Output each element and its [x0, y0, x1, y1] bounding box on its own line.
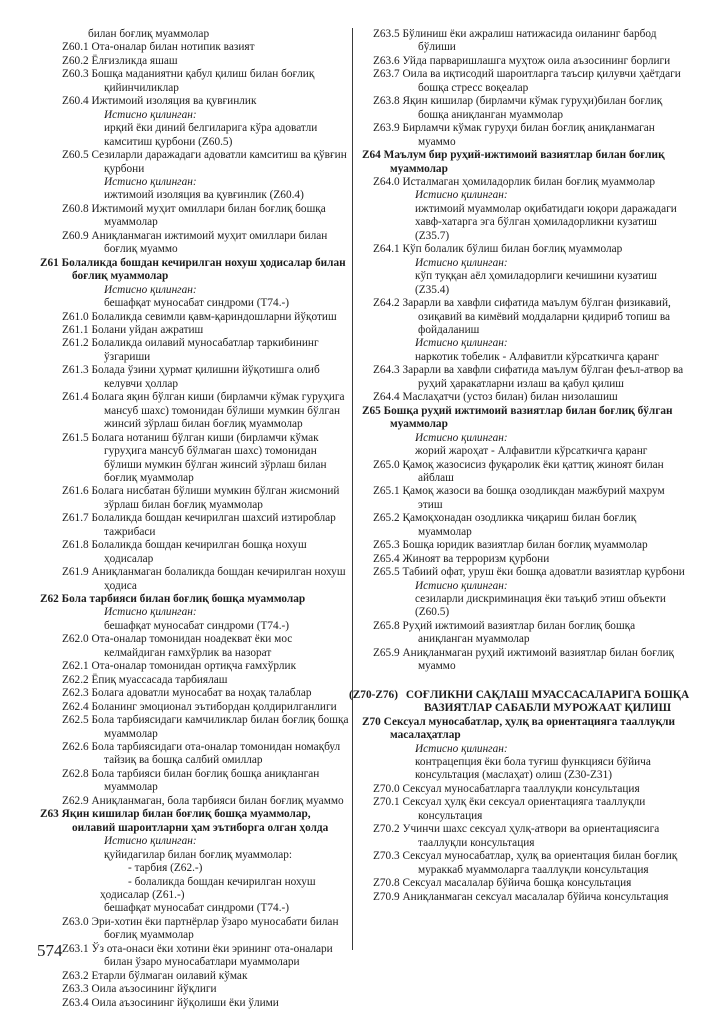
exclusion-note: ижтимоий изоляция ва қувғинлик (Z60.4) — [104, 189, 304, 202]
entry-code: Z63.0 — [62, 915, 89, 928]
entry-code: Z61.7 — [62, 512, 89, 525]
exclusion-label: Истисно қилинган: — [104, 108, 197, 121]
exclusion-note: наркотик тобелик - Алфавитли кўрсаткичга қаранг — [415, 350, 659, 363]
entry-text: Ота-оналар томонидан ортиқча ғамхўрлик — [91, 660, 297, 673]
entry-code: Z60.8 — [62, 202, 89, 215]
entry-code: Z62.5 — [62, 714, 89, 727]
entry-text: Ёлғизликда яшаш — [91, 54, 178, 67]
entry-code: Z60.5 — [62, 149, 89, 162]
code-entry — [40, 741, 351, 768]
entry-text: Сезиларли даражадаги адоватли камситиш ва қўвғин қурбони — [91, 149, 347, 175]
entry-code: Z63.7 — [373, 68, 400, 81]
code-entry — [362, 823, 692, 850]
code-entry — [40, 660, 351, 673]
exclusion-note: жорий жароҳат - Алфавитли кўрсаткичга қаранг — [415, 445, 648, 458]
entry-code: Z63.1 — [62, 942, 89, 955]
entry-code: Z62.3 — [62, 687, 89, 700]
exclusion-label: Истисно қилинган: — [415, 189, 508, 202]
entry-code: Z61.8 — [62, 539, 89, 552]
entry-code: Z64 — [362, 149, 381, 162]
exclusion-note: контрацепция ёки бола туғиш функцияси бўйича консультация (маслаҳат) олиш (Z30-Z31) — [415, 756, 651, 782]
entry-text: Ижтимоий изоляция ва қувғинлик — [91, 95, 257, 108]
entry-code: Z62 — [40, 593, 59, 606]
code-entry — [40, 230, 351, 257]
code-entry — [40, 311, 351, 324]
exclusion-label: Истисно қилинган: — [415, 256, 508, 269]
entry-text: Болаликда бошдан кечирилган бошқа нохуш ҳодисалар — [91, 539, 307, 565]
entry-text: Болага нотаниш бўлган киши (бирламчи кўмак гуруҳига мансуб бўлмаган шахс) томонидан бўлиши мумкин бўлган жинсий зўрлаш билан боғлиқ муаммолар — [91, 431, 327, 484]
code-entry — [40, 566, 351, 593]
section-heading — [40, 808, 351, 835]
code-entry — [362, 850, 692, 877]
entry-text: Оила аъзосининг йўқолиши ёки ўлими — [91, 996, 279, 1009]
exclusion-note: қуйидагилар билан боғлиқ муаммолар: — [104, 848, 293, 861]
entry-text: Яқин кишилар билан боғлиқ бошқа муаммолар, оилавий шароитларни ҳам эътиборга олган ҳолда — [61, 808, 329, 834]
spacer — [362, 674, 692, 689]
entry-code: Z62.6 — [62, 741, 89, 754]
entry-text: Қамоқхонадан озодликка чиқариш билан боғлиқ муаммолар — [402, 512, 637, 538]
code-entry — [40, 674, 351, 687]
entry-text: Болаликда бошдан кечирилган шахсий изтироблар тажрибаси — [91, 512, 336, 538]
entry-text: Ўз ота-онаси ёки хотини ёки эрининг ота-оналари билан ўзаро муносабатлари муаммолари — [91, 942, 333, 969]
entry-text: Бола тарбияси билан боғлиқ бошқа муаммолар — [61, 593, 306, 606]
entry-code: Z60.1 — [62, 41, 89, 54]
entry-code: Z65.2 — [373, 512, 400, 525]
continuation-line: билан боғлиқ муаммолар — [88, 28, 210, 40]
entry-code: Z70.1 — [373, 796, 400, 809]
entry-code: Z70.3 — [373, 850, 400, 863]
code-entry — [362, 95, 692, 122]
entry-code: Z65.1 — [373, 485, 400, 498]
code-entry — [362, 122, 692, 149]
exclusion-label: Истисно қилинган: — [104, 835, 197, 848]
column-divider — [352, 28, 353, 950]
entry-code: Z61.2 — [62, 337, 89, 350]
section-heading — [362, 149, 692, 176]
code-entry — [40, 539, 351, 566]
entry-text: Аниқланмаган болаликда бошдан кечирилган нохуш ҳодиса — [91, 566, 346, 592]
entry-code: Z61.9 — [62, 566, 89, 579]
entry-text: Сексуал муносабатларга тааллуқли консультация — [402, 782, 640, 795]
entry-text: Жиноят ва терроризм қурбони — [402, 552, 550, 565]
entry-code: Z65.4 — [373, 552, 400, 565]
entry-code: Z64.1 — [373, 243, 400, 256]
exclusion-note: сезиларли дискриминация ёки таъқиб этиш объекти (Z60.5) — [415, 593, 666, 619]
section-heading — [40, 593, 351, 606]
code-entry — [40, 633, 351, 660]
entry-code: Z61.5 — [62, 431, 89, 444]
code-entry — [40, 512, 351, 539]
entry-code: Z65.3 — [373, 539, 400, 552]
entry-code: Z65.8 — [373, 619, 400, 632]
entry-code: Z61 — [40, 256, 59, 269]
entry-text: Аниқланмаган руҳий ижтимоий вазиятлар билан боғлиқ муаммо — [402, 646, 674, 673]
entry-code: Z70.2 — [373, 823, 400, 836]
entry-text: Болага яқин бўлган киши (бирламчи кўмак гуруҳига мансуб шахс) томонидан бўлиши мумкин бўлган жинсий зўрлаш билан боғлиқ муаммолар — [91, 391, 345, 431]
entry-code: Z65.9 — [373, 646, 400, 659]
code-entry — [40, 203, 351, 230]
entry-text: Аниқланмаган сексуал масалалар бўйича консультация — [402, 890, 669, 903]
entry-text: Болаликда оилавий муносабатлар таркибининг ўзгариши — [91, 337, 319, 363]
code-entry — [362, 539, 692, 552]
entry-code: Z64.2 — [373, 297, 400, 310]
exclusion-label: Истисно қилинган: — [415, 337, 508, 350]
entry-code: Z64.0 — [373, 175, 400, 188]
exclusion-label: Истисно қилинган: — [104, 606, 197, 619]
entry-code: Z65 — [362, 404, 381, 417]
entry-text: Болаликда севимли қавм-қариндошларни йўқотиш — [91, 310, 337, 323]
entry-code: Z61.3 — [62, 364, 89, 377]
entry-text: Аниқланмаган, бола тарбияси билан боғлиқ муаммо — [91, 794, 344, 807]
entry-text: Ота-оналар билан нотипик вазият — [91, 41, 255, 54]
code-entry — [362, 553, 692, 566]
code-entry — [362, 512, 692, 539]
entry-code: Z62.8 — [62, 767, 89, 780]
entry-text: Табиий офат, уруш ёки бошқа адоватли вазиятлар қурбони — [402, 566, 685, 579]
entry-code: Z64.4 — [373, 391, 400, 404]
entry-code: Z60.4 — [62, 95, 89, 108]
code-entry — [362, 297, 692, 337]
code-entry — [362, 796, 692, 823]
code-entry — [362, 176, 692, 189]
entry-code: Z63.9 — [373, 122, 400, 135]
entry-code: (Z70-Z76) — [349, 688, 398, 701]
entry-text: Кўп болалик бўлиш билан боғлиқ муаммолар — [402, 243, 623, 256]
code-entry — [362, 243, 692, 256]
entry-code: Z61.6 — [62, 485, 89, 498]
exclusion-label: Истисно қилинган: — [104, 283, 197, 296]
entry-text: Боланинг эмоционал эътибордан қолдирилганлиги — [91, 700, 337, 713]
entry-text: Сексуал муносабатлар, ҳулқ ва ориентацияга тааллуқли масалаҳатлар — [383, 715, 676, 742]
entry-code: Z63.5 — [373, 28, 400, 40]
exclusion-label: Истисно қилинган: — [415, 431, 508, 444]
entry-text: Ота-оналар томонидан ноадекват ёки мос келмайдиган ғамхўрлик ва назорат — [91, 633, 293, 659]
entry-code: Z65.0 — [373, 458, 400, 471]
code-entry — [40, 970, 351, 983]
exclusion-label: Истисно қилинган: — [104, 175, 197, 188]
entry-text: Маълум бир руҳий-ижтимоий вазиятлар билан боғлиқ муаммолар — [383, 149, 665, 175]
entry-code: Z70.9 — [373, 890, 400, 903]
entry-text: Яқин кишилар (бирламчи кўмак гуруҳи)билан боғлиқ бошқа аниқланган муаммолар — [402, 95, 663, 121]
code-entry — [40, 943, 351, 970]
code-entry — [40, 41, 351, 54]
exclusion-note: кўп туққан аёл ҳомиладорлиги кечишини кузатиш (Z35.4) — [415, 270, 657, 296]
entry-code: Z63 — [40, 808, 59, 821]
entry-code: Z63.4 — [62, 996, 89, 1009]
entry-code: Z65.5 — [373, 566, 400, 579]
entry-text: Бўлиниш ёки ажралиш натижасида оиланинг барбод бўлиши — [402, 28, 657, 54]
exclusion-note: бешафқат муносабат синдроми (T74.-) — [104, 297, 290, 310]
code-entry — [40, 714, 351, 741]
entry-code: Z62.4 — [62, 700, 89, 713]
code-entry — [362, 485, 692, 512]
entry-text: Эри-хотин ёки партнёрлар ўзаро муносабати билан боғлиқ муаммолар — [91, 915, 339, 942]
entry-text: Зарарли ва хавфли сифатида маълум бўлган физикавий, озиқавий ва кимёвий моддаларни қидириб топиш ва фойдаланиш — [402, 297, 671, 336]
entry-text: СОҒЛИКНИ САҚЛАШ МУАССАСАЛАРИГА БОШҚА ВАЗИЯТЛАР САБАБЛИ МУРОЖААТ ҚИЛИШ — [405, 688, 690, 715]
code-entry — [362, 459, 692, 486]
code-entry — [362, 28, 692, 55]
entry-text: Оила аъзосининг йўқлиги — [91, 983, 217, 996]
code-entry — [40, 55, 351, 68]
entry-code: Z62.1 — [62, 660, 89, 673]
entry-text: Сексуал ҳулқ ёки сексуал ориентацияга тааллуқли консультация — [402, 796, 646, 822]
entry-text: Уйда парваришлашга муҳтож оила аъзосининг борлиги — [402, 54, 671, 67]
entry-code: Z60.3 — [62, 68, 89, 81]
list-subitem: - тарбия (Z62.-) — [128, 862, 203, 875]
entry-text: Болада ўзини ҳурмат қилишни йўқотишга олиб келувчи ҳоллар — [91, 364, 320, 390]
entry-code: Z62.2 — [62, 673, 89, 686]
entry-text: Қамоқ жазосисиз фуқаролик ёки қаттиқ жиноят билан айблаш — [402, 458, 664, 484]
column-left — [40, 28, 351, 1010]
entry-text: Болага нисбатан бўлиши мумкин бўлган жисмоний зўрлаш билан боғлиқ муаммолар — [91, 485, 340, 511]
code-entry — [362, 68, 692, 95]
code-entry — [362, 891, 692, 904]
entry-text: Болага адоватли муносабат ва ноҳақ талаблар — [91, 687, 312, 700]
entry-code: Z63.8 — [373, 95, 400, 108]
list-subitem: - болаликда бошдан кечирилган нохуш ҳодисалар (Z61.-) — [100, 875, 316, 901]
entry-text: Ёпиқ муассасада тарбиялаш — [91, 673, 228, 686]
entry-text: Сексуал муносабатлар, ҳулқ ва ориентация билан боғлиқ мураккаб муаммоларга тааллуқли консультация — [402, 850, 678, 876]
entry-text: Ижтимоий муҳит омиллари билан боғлиқ бошқа муаммолар — [91, 202, 326, 229]
code-entry — [362, 647, 692, 674]
code-entry — [362, 364, 692, 391]
code-entry — [40, 485, 351, 512]
entry-text: Аниқланмаган ижтимоий муҳит омиллари билан боғлиқ муаммо — [91, 229, 328, 256]
entry-text: Бошқа юридик вазиятлар билан боғлиқ муаммолар — [402, 539, 648, 552]
entry-text: Қамоқ жазоси ва бошқа озодликдан мажбурий махрум этиш — [402, 485, 665, 511]
code-entry — [362, 620, 692, 647]
exclusion-label: Истисно қилинган: — [415, 579, 508, 592]
entry-code: Z61.0 — [62, 310, 89, 323]
entry-code: Z60.2 — [62, 54, 89, 67]
code-entry — [40, 95, 351, 108]
entry-text: Сексуал масалалар бўйича бошқа консультация — [402, 877, 632, 890]
page-number: 574 — [37, 941, 63, 960]
section-heading — [362, 405, 692, 432]
entry-code: Z70 — [362, 715, 381, 728]
entry-text: Бола тарбияси билан боғлиқ бошқа аниқланган муаммолар — [91, 767, 320, 794]
entry-text: Болани уйдан ажратиш — [91, 323, 204, 336]
entry-text: Учинчи шахс сексуал ҳулқ-атвори ва ориентациясига тааллуқли консультация — [402, 823, 660, 849]
code-entry — [40, 432, 351, 486]
code-entry — [40, 149, 351, 176]
section-heading — [40, 257, 351, 284]
chapter-heading — [349, 689, 692, 716]
code-entry — [362, 783, 692, 796]
code-entry — [362, 55, 692, 68]
exclusion-label: Истисно қилинган: — [415, 742, 508, 755]
code-entry — [362, 566, 692, 579]
code-entry — [40, 916, 351, 943]
column-right — [349, 28, 692, 904]
entry-text: Болаликда бошдан кечирилган нохуш ҳодисалар билан боғлиқ муаммолар — [61, 256, 346, 283]
code-entry — [40, 795, 351, 808]
code-entry — [362, 391, 692, 404]
code-entry — [362, 877, 692, 890]
code-entry — [40, 768, 351, 795]
code-entry — [40, 983, 351, 996]
entry-code: Z62.0 — [62, 633, 89, 646]
code-entry — [40, 687, 351, 700]
exclusion-note: бешафқат муносабат синдроми (T74.-) — [104, 619, 290, 632]
entry-code: Z63.3 — [62, 983, 89, 996]
entry-text: Руҳий ижтимоий вазиятлар билан боғлиқ бошқа аниқланган муаммолар — [402, 619, 636, 646]
code-entry — [40, 337, 351, 364]
entry-text: Бошқа руҳий ижтимоий вазиятлар билан боғлиқ бўлган муаммолар — [383, 404, 673, 431]
exclusion-note: ирқий ёки диний белгиларига кўра адоватли камситиш қурбони (Z60.5) — [104, 122, 318, 148]
entry-text: Бола тарбиясидаги ота-оналар томонидан номақбул тайзиқ ва бошқа салбий омиллар — [91, 741, 341, 767]
exclusion-note: бешафқат муносабат синдроми (T74.-) — [104, 902, 290, 915]
entry-code: Z70.8 — [373, 877, 400, 890]
code-entry — [40, 997, 351, 1010]
code-entry — [40, 391, 351, 431]
code-entry — [40, 701, 351, 714]
entry-text: Исталмаган ҳомиладорлик билан боғлиқ муаммолар — [402, 175, 656, 188]
entry-text: Етарли бўлмаган оилавий кўмак — [91, 969, 248, 982]
entry-code: Z64.3 — [373, 364, 400, 377]
entry-text: Зарарли ва хавфли сифатида маълум бўлган феъл-атвор ва руҳий ҳаракатларни излаш ва қабул қилиш — [402, 364, 684, 390]
entry-code: Z63.2 — [62, 969, 89, 982]
entry-text: Оила ва иқтисодий шароитларга таъсир қилувчи ҳаётдаги бошқа стресс воқеалар — [402, 68, 681, 94]
entry-text: Бирламчи кўмак гуруҳи билан боғлиқ аниқланмаган муаммо — [402, 122, 655, 148]
code-entry — [40, 324, 351, 337]
entry-text: Бошқа маданиятни қабул қилиш билан боғлиқ қийинчиликлар — [91, 68, 315, 94]
entry-code: Z61.4 — [62, 391, 89, 404]
entry-code: Z61.1 — [62, 323, 89, 336]
entry-code: Z62.9 — [62, 794, 89, 807]
entry-text: Бола тарбиясидаги камчиликлар билан боғлиқ бошқа муаммолар — [91, 714, 349, 740]
entry-text: Маслаҳатчи (устоз билан) билан низолашиш — [402, 391, 618, 404]
entry-code: Z63.6 — [373, 54, 400, 67]
section-heading — [362, 716, 692, 743]
code-entry — [40, 364, 351, 391]
exclusion-note: ижтимоий муаммолар оқибатидаги юқори даражадаги хавф-хатарга эга бўлган ҳомиладорликни кузатиш (Z35.7) — [415, 202, 677, 242]
code-entry — [40, 68, 351, 95]
entry-code: Z60.9 — [62, 229, 89, 242]
entry-code: Z70.0 — [373, 782, 400, 795]
